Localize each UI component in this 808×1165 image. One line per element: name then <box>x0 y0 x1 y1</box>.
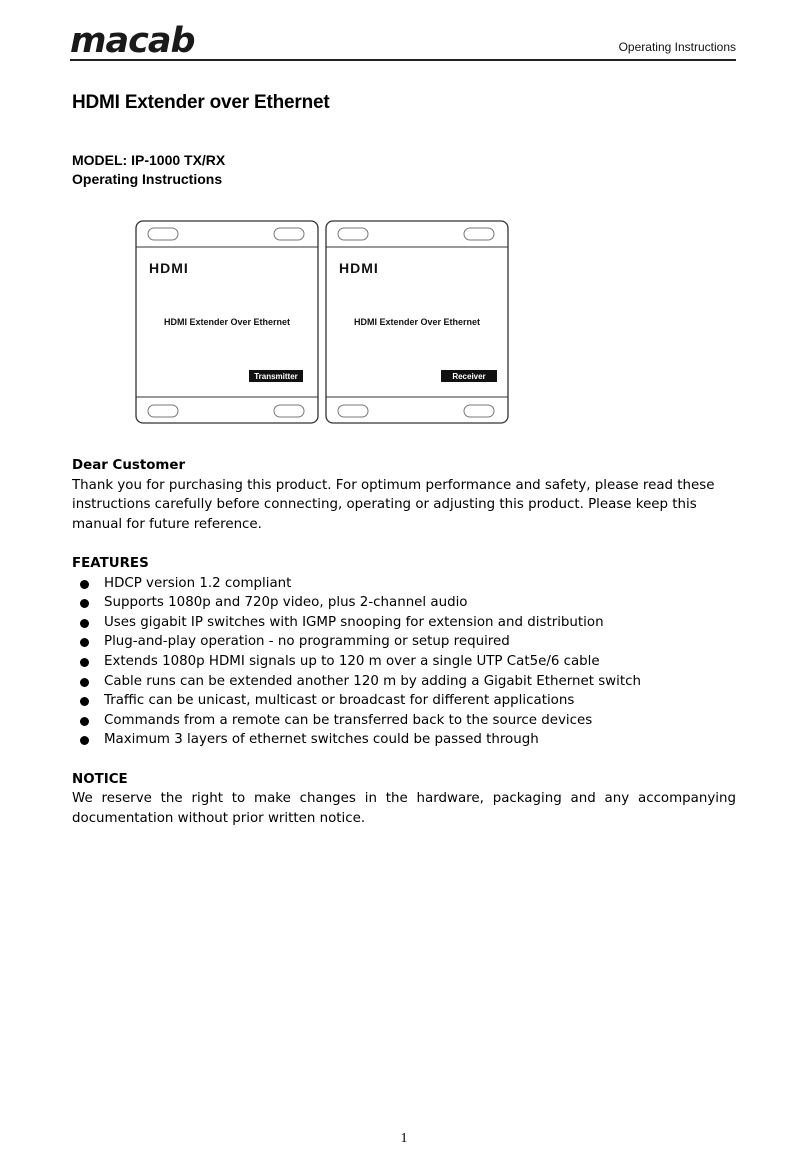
notice-heading: NOTICE <box>72 771 128 787</box>
model-line: MODEL: IP-1000 TX/RX <box>72 152 226 168</box>
transmitter-tag: Transmitter <box>254 372 298 381</box>
model-block <box>72 151 225 189</box>
list-item: Commands from a remote can be transferred back to the source devices <box>72 711 736 731</box>
product-name: HDMI Extender Over Ethernet <box>353 317 481 327</box>
subtitle: Operating Instructions <box>72 171 223 187</box>
macab-logo <box>70 22 210 58</box>
dear-customer-heading: Dear Customer <box>72 458 186 473</box>
product-name: HDMI Extender Over Ethernet <box>163 317 291 327</box>
receiver-unit <box>326 221 508 423</box>
product-illustration <box>134 219 512 427</box>
header-rule <box>70 59 736 61</box>
list-item: Plug-and-play operation - no programming or setup required <box>72 632 736 652</box>
hdmi-brand: HDMI <box>339 260 379 276</box>
document-title: HDMI Extender over Ethernet <box>72 92 330 113</box>
logo-text: macab <box>70 22 195 58</box>
list-item: Supports 1080p and 720p video, plus 2-channel audio <box>72 593 736 613</box>
page-number: 1 <box>400 1131 408 1146</box>
notice-text: We reserve the right to make changes in the hardware, packaging and any accompanying documentation without prior written notice. <box>72 791 736 826</box>
transmitter-unit <box>136 221 318 423</box>
features-list <box>72 574 736 750</box>
list-item: HDCP version 1.2 compliant <box>72 574 736 594</box>
list-item: Traffic can be unicast, multicast or broadcast for different applications <box>72 691 736 711</box>
features-heading: FEATURES <box>72 555 149 571</box>
receiver-tag: Receiver <box>452 372 486 381</box>
list-item: Maximum 3 layers of ethernet switches could be passed through <box>72 730 736 750</box>
body <box>72 456 736 828</box>
list-item: Uses gigabit IP switches with IGMP snooping for extension and distribution <box>72 613 736 633</box>
header-label: Operating Instructions <box>618 40 736 54</box>
list-item: Extends 1080p HDMI signals up to 120 m over a single UTP Cat5e/6 cable <box>72 652 736 672</box>
hdmi-brand: HDMI <box>149 260 189 276</box>
list-item: Cable runs can be extended another 120 m by adding a Gigabit Ethernet switch <box>72 672 736 692</box>
dear-customer-text: Thank you for purchasing this product. For optimum performance and safety, please read these instructions carefully before connecting, operating or adjusting this product. Please keep this manual for future reference. <box>72 477 715 532</box>
